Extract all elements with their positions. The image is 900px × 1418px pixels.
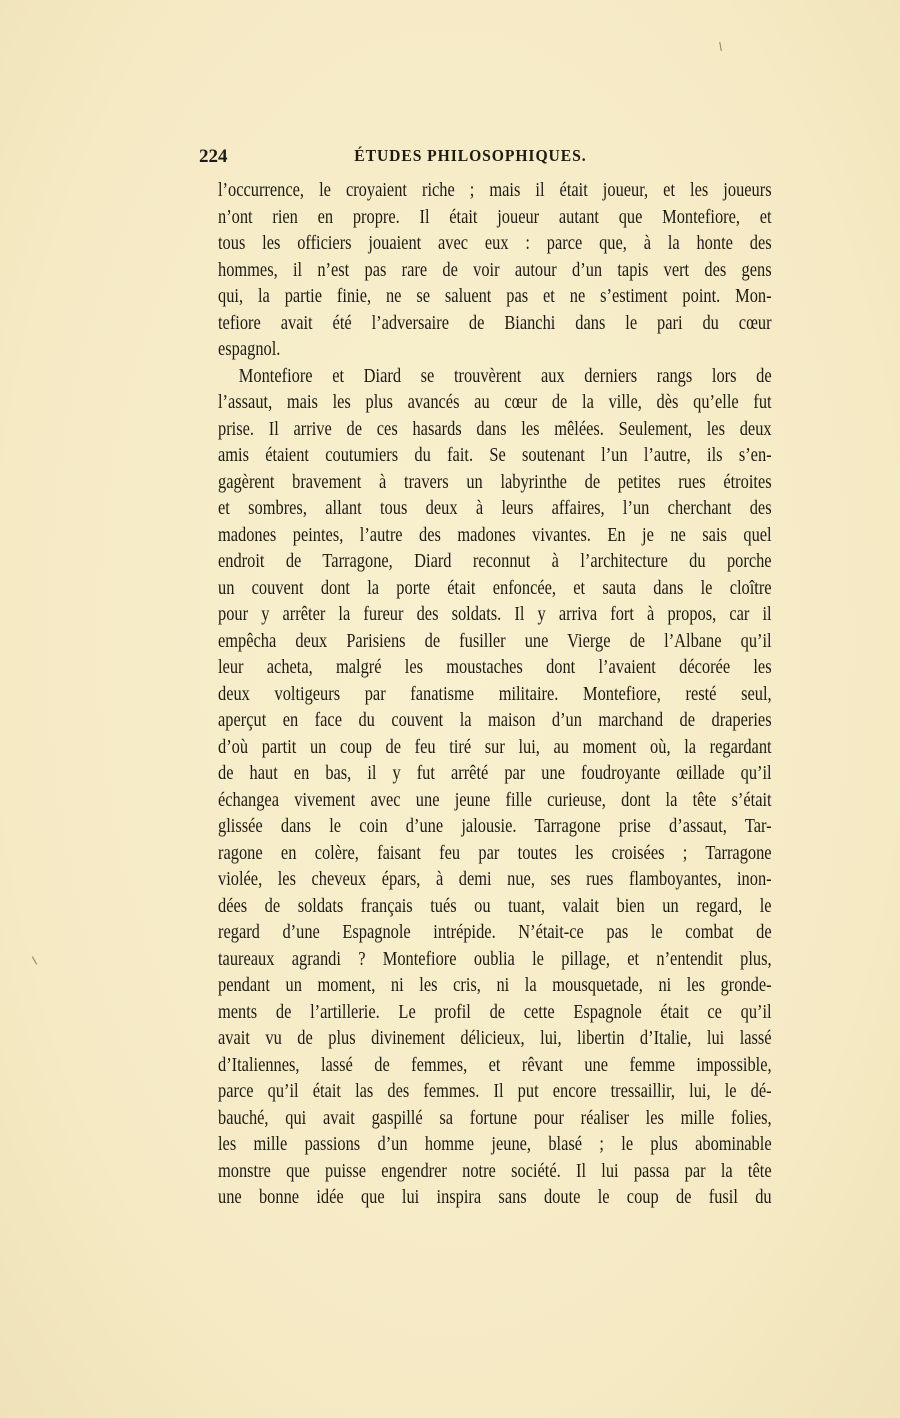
- text-line: ragone en colère, faisant feu par toutes les croisées ; Tarragone: [218, 841, 772, 864]
- text-line: empêcha deux Parisiens de fusiller une Vierge de l’Albane qu’il: [218, 629, 772, 652]
- text-line: une bonne idée que lui inspira sans doute le coup de fusil du: [218, 1186, 772, 1208]
- text-line: échangea vivement avec une jeune fille curieuse, dont la tête s’était: [218, 788, 772, 811]
- text-line: leur acheta, malgré les moustaches dont l’avaient décorée les: [218, 656, 772, 678]
- text-line: d’Italiennes, lassé de femmes, et rêvant une femme impossible,: [218, 1053, 772, 1076]
- text-line: pendant un moment, ni les cris, ni la mousquetade, ni les gronde-: [218, 974, 772, 996]
- text-line: endroit de Tarragone, Diard reconnut à l’architecture du porche: [218, 550, 772, 572]
- text-line: l’assaut, mais les plus avancés au cœur de la ville, dès qu’elle fut: [218, 391, 772, 413]
- text-line: regard d’une Espagnole intrépide. N’était-ce pas le combat de: [218, 921, 772, 943]
- text-line: taureaux agrandi ? Montefiore oublia le pillage, et n’entendit plus,: [218, 947, 772, 970]
- text-line: Montefiore et Diard se trouvèrent aux derniers rangs lors de: [238, 364, 772, 387]
- text-line: espagnol.: [218, 338, 281, 360]
- text-line: deux voltigeurs par fanatisme militaire. Montefiore, resté seul,: [218, 682, 772, 705]
- text-line: violée, les cheveux épars, à demi nue, ses rues flamboyantes, inon-: [218, 868, 772, 890]
- text-line: amis étaient coutumiers du fait. Se soutenant l’un l’autre, ils s’en-: [218, 444, 772, 466]
- page-header: [199, 146, 773, 172]
- text-line: d’où partit un coup de feu tiré sur lui, au moment où, la regardant: [218, 735, 772, 758]
- text-line: parce qu’il était las des femmes. Il put encore tressaillir, lui, le dé-: [218, 1080, 772, 1102]
- text-line: monstre que puisse engendrer notre société. Il lui passa par la tête: [218, 1159, 772, 1182]
- page-number: 224: [199, 146, 228, 167]
- text-line: dées de soldats français tués ou tuant, valait bien un regard, le: [218, 894, 772, 917]
- text-line: madones peintes, l’autre des madones vivantes. En je ne sais quel: [218, 523, 772, 546]
- text-line: de haut en bas, il y fut arrêté par une foudroyante œillade qu’il: [218, 762, 772, 784]
- text-line: ments de l’artillerie. Le profil de cette Espagnole était ce qu’il: [218, 1000, 772, 1023]
- text-line: avait vu de plus divinement délicieux, lui, libertin d’Italie, lui lassé: [218, 1027, 772, 1049]
- text-line: glissée dans le coin d’une jalousie. Tarragone prise d’assaut, Tar-: [218, 815, 772, 837]
- running-title: ÉTUDES PHILOSOPHIQUES.: [354, 146, 587, 165]
- text-line: prise. Il arrive de ces hasards dans les mêlées. Seulement, les deux: [218, 417, 772, 440]
- text-line: tefiore avait été l’adversaire de Bianchi dans le pari du cœur: [218, 311, 772, 334]
- text-line: l’occurrence, le croyaient riche ; mais il était joueur, et les joueurs: [218, 179, 772, 201]
- text-line: pour y arrêter la fureur des soldats. Il y arriva fort à propos, car il: [218, 603, 772, 625]
- scan-speck: [719, 42, 722, 51]
- body-text: [218, 177, 772, 1211]
- text-line: tous les officiers jouaient avec eux : parce que, à la honte des: [218, 232, 772, 254]
- text-line: gagèrent bravement à travers un labyrinthe de petites rues étroites: [218, 470, 772, 493]
- text-line: les mille passions d’un homme jeune, blasé ; le plus abominable: [218, 1133, 772, 1155]
- text-line: n’ont rien en propre. Il était joueur autant que Montefiore, et: [218, 205, 772, 228]
- text-line: aperçut en face du couvent la maison d’un marchand de draperies: [218, 709, 772, 731]
- text-line: bauché, qui avait gaspillé sa fortune pour réaliser les mille folies,: [218, 1106, 772, 1129]
- text-line: et sombres, allant tous deux à leurs affaires, l’un cherchant des: [218, 497, 772, 519]
- text-line: un couvent dont la porte était enfoncée, et sauta dans le cloître: [218, 576, 772, 599]
- text-line: qui, la partie finie, ne se saluent pas et ne s’estiment point. Mon-: [218, 285, 772, 307]
- scan-speck: [32, 956, 37, 964]
- text-line: hommes, il n’est pas rare de voir autour d’un tapis vert des gens: [218, 258, 772, 281]
